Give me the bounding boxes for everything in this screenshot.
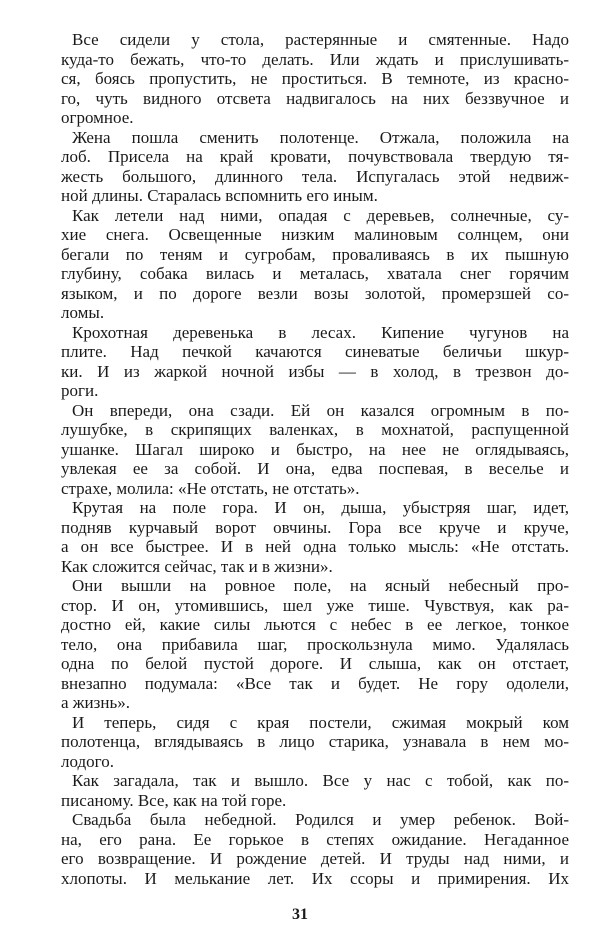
text-line: го, чуть видного отсвета надвигалось на них беззвучное и bbox=[61, 88, 569, 108]
text-line: Крутая на поле гора. И он, дыша, убыстряя шаг, идет, bbox=[72, 498, 569, 517]
text-line: огромное. bbox=[61, 108, 134, 127]
text-line: куда-то бежать, что-то делать. Или ждать и прислушивать- bbox=[61, 49, 569, 69]
text-line: роги. bbox=[61, 381, 99, 400]
text-line: хие снега. Освещенные низким малиновым солнцем, они bbox=[61, 225, 569, 244]
page-number: 31 bbox=[292, 906, 308, 923]
text-line: а он все быстрее. И в ней одна только мысль: «Не отстать. bbox=[61, 537, 569, 556]
text-line: глубину, собака вилась и металась, хватала снег горячим bbox=[61, 264, 569, 283]
text-line: Свадьба была небедной. Родился и умер ребенок. Вой- bbox=[72, 810, 569, 829]
text-line: его возвращение. И рождение детей. И труды над ними, и bbox=[61, 849, 569, 868]
text-line: ки. И из жаркой ночной избы — в холод, в трезвон до- bbox=[61, 361, 569, 381]
paragraph bbox=[61, 713, 569, 772]
paragraph bbox=[61, 498, 569, 576]
paragraph bbox=[61, 206, 569, 323]
text-line: ся, боясь пропустить, не проститься. В темноте, из красно- bbox=[61, 69, 569, 88]
text-line: полотенца, вглядываясь в лицо старика, узнавала в нем мо- bbox=[61, 732, 569, 751]
book-page-text bbox=[61, 30, 569, 888]
text-line: Крохотная деревенька в лесах. Кипение чугунов на bbox=[72, 322, 569, 342]
text-line: страхе, молила: «Не отстать, не отстать». bbox=[61, 478, 360, 498]
text-line: подняв курчавый ворот овчины. Гора все круче и круче, bbox=[61, 517, 569, 537]
text-line: Как загадала, так и вышло. Все у нас с тобой, как по- bbox=[72, 771, 569, 790]
text-line: лодого. bbox=[61, 751, 114, 771]
text-line: увлекая ее за собой. И она, едва поспевая, в веселье и bbox=[61, 459, 569, 478]
paragraph bbox=[61, 771, 569, 810]
text-line: бегали по теням и сугробам, проваливаясь в их пышную bbox=[61, 244, 569, 264]
text-line: тело, она прибавила шаг, проскользнула мимо. Удалялась bbox=[61, 634, 569, 654]
text-line: языком, и по дороге везли возы золотой, промерзшей со- bbox=[61, 283, 569, 303]
text-line: лушубке, в скрипящих валенках, в мохнатой, распущенной bbox=[61, 420, 569, 439]
text-line: жесть большого, длинного тела. Испугалась этой недвиж- bbox=[61, 166, 569, 186]
text-line: писаному. Все, как на той горе. bbox=[61, 790, 287, 810]
text-line: ушанке. Шагал широко и быстро, на нее не оглядываясь, bbox=[61, 439, 569, 459]
text-line: а жизнь». bbox=[61, 693, 130, 712]
paragraph bbox=[61, 401, 569, 499]
text-line: плите. Над печкой качаются синеватые беличьи шкур- bbox=[61, 342, 569, 361]
paragraph bbox=[61, 576, 569, 713]
text-line: внезапно подумала: «Все так и будет. Не гору одолели, bbox=[61, 673, 569, 693]
text-line: Как летели над ними, опадая с деревьев, солнечные, су- bbox=[72, 205, 569, 225]
text-line: Как сложится сейчас, так и в жизни». bbox=[61, 556, 333, 576]
text-line: Он впереди, она сзади. Ей он казался огромным в по- bbox=[72, 400, 569, 420]
text-line: Жена пошла сменить полотенце. Отжала, положила на bbox=[72, 127, 569, 147]
text-line: Все сидели у стола, растерянные и смятенные. Надо bbox=[72, 30, 569, 49]
text-line: ломы. bbox=[61, 303, 105, 322]
text-line: ной длины. Старалась вспомнить его иным. bbox=[61, 186, 378, 205]
text-line: на, его рана. Ее горькое в степях ожидание. Негаданное bbox=[61, 829, 569, 849]
text-line: стор. И он, утомившись, шел уже тише. Чувствуя, как ра- bbox=[61, 595, 569, 615]
text-line: одна по белой пустой дороге. И слыша, как он отстает, bbox=[61, 654, 569, 673]
text-line: лоб. Присела на край кровати, почувствовала твердую тя- bbox=[61, 147, 569, 166]
text-line: достно ей, какие силы льются с небес в ее легкое, тонкое bbox=[61, 615, 569, 634]
paragraph bbox=[61, 30, 569, 128]
paragraph bbox=[61, 323, 569, 401]
text-line: хлопоты. И мелькание лет. Их ссоры и примирения. Их bbox=[61, 868, 569, 888]
text-line: Они вышли на ровное поле, на ясный небесный про- bbox=[72, 576, 569, 595]
paragraph bbox=[61, 810, 569, 888]
text-line: И теперь, сидя с края постели, сжимая мокрый ком bbox=[72, 712, 569, 732]
paragraph bbox=[61, 128, 569, 206]
